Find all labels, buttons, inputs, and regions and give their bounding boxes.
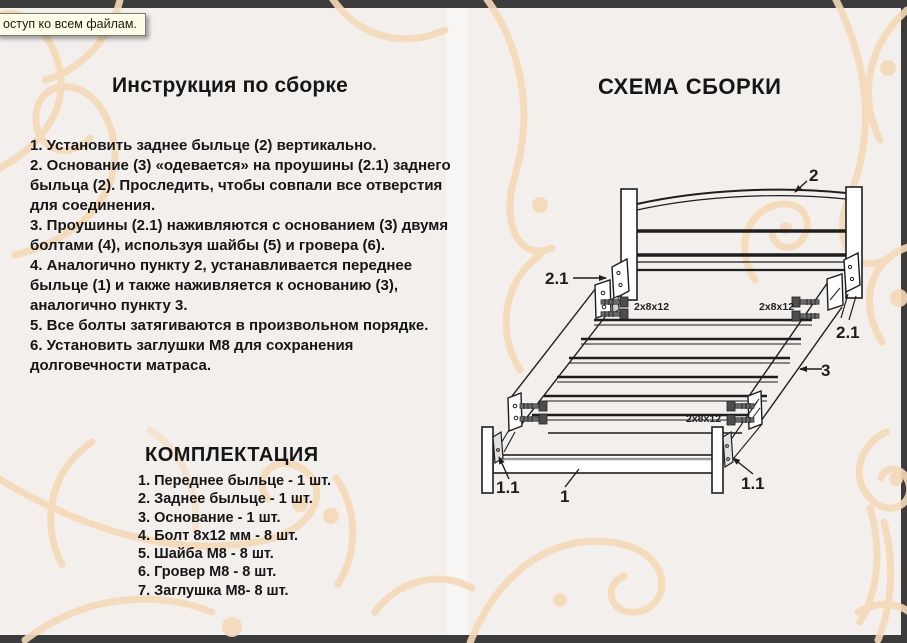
instruction-steps [30,136,456,376]
label-lug-right: 2.1 [836,323,860,342]
instruction-step: 6. Установить заглушки М8 для сохранения долговечности матраса. [30,337,354,374]
kit-item: 5. Шайба М8 - 8 шт. [138,546,274,563]
kit-item: 2. Заднее быльце - 1 шт. [138,491,313,508]
kit-list [138,472,398,600]
bracket-right [723,432,733,467]
label-footboard: 1 [560,487,570,506]
label-base: 3 [821,361,831,380]
instruction-step: 4. Аналогично пункту 2, устанавливается переднее быльце (1) и также наживляется к основанию (3), аналогично пункту 3. [30,257,413,314]
label-bolts-front: 2x8x12 [686,413,722,425]
kit-item: 4. Болт 8х12 мм - 8 шт. [138,527,299,544]
instructions-title: Инструкция по сборке [112,74,348,97]
bracket-left [493,432,503,463]
tooltip: оступ ко всем файлам. [0,13,146,36]
kit-item: 7. Заглушка М8- 8 шт. [138,582,289,599]
footboard [482,427,733,493]
kit-title: КОМПЛЕКТАЦИЯ [145,444,319,466]
lug-left [612,259,629,299]
instruction-step: 3. Проушины (2.1) наживляются с основанием (3) двумя болтами (4), используя шайбы (5) и гровера (6). [30,217,449,254]
kit-item: 1. Переднее быльце - 1 шт. [138,473,332,489]
kit-item: 6. Гровер М8 - 8 шт. [138,564,277,581]
headboard [612,187,862,313]
instruction-step: 5. Все болты затягиваются в произвольном порядке. [30,317,429,334]
diagram-title: СХЕМА СБОРКИ [598,74,782,99]
label-headboard: 2 [809,166,819,185]
label-bolts-right: 2x8x12 [759,301,795,313]
instruction-step: 1. Установить заднее быльце (2) вертикально. [30,137,377,154]
label-bolts-left: 2x8x12 [634,301,670,313]
instruction-step: 2. Основание (3) «одевается» на проушины (2.1) заднего быльца (2). Проследить, чтобы совпали все отверстия для соединения. [30,157,451,214]
label-bracket-right: 1.1 [741,474,765,493]
label-bracket-left: 1.1 [496,478,520,497]
label-lug-left: 2.1 [545,269,569,288]
kit-item: 3. Основание - 1 шт. [138,509,281,526]
lug-right [844,253,860,292]
bolts [520,297,819,425]
